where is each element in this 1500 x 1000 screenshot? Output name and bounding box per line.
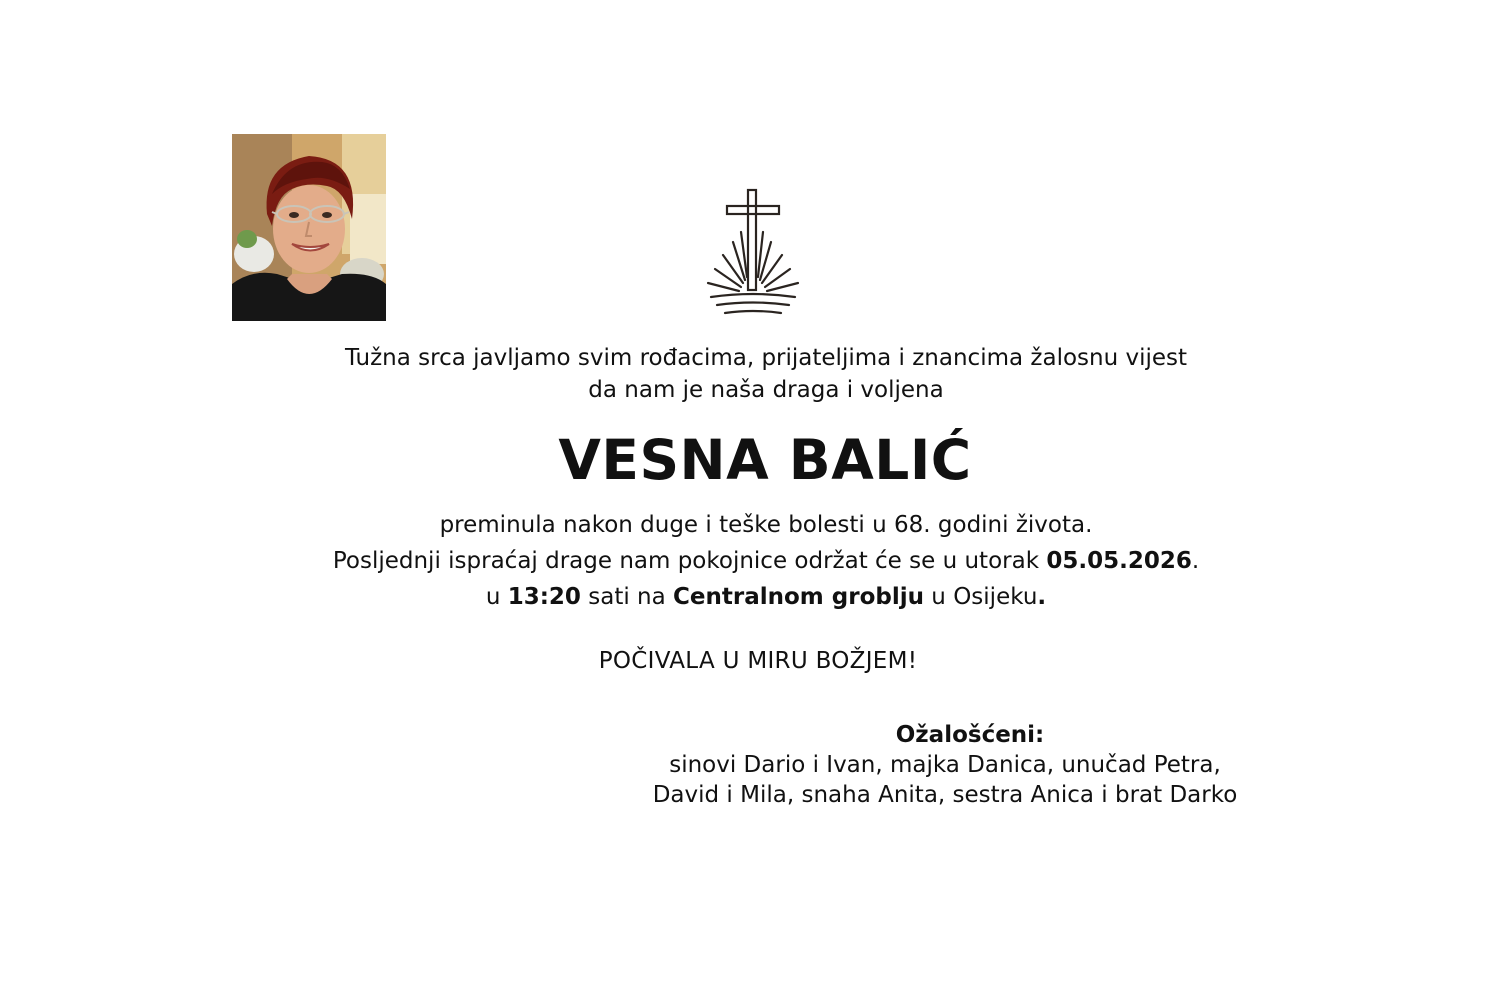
details-line-2-suffix: . bbox=[1191, 548, 1200, 574]
details-line-2 bbox=[16, 543, 1500, 579]
funeral-date: 05.05.2026 bbox=[1046, 548, 1192, 574]
funeral-place: Centralnom groblju bbox=[673, 584, 924, 610]
details-line-3 bbox=[16, 579, 1500, 615]
portrait-photo bbox=[232, 134, 386, 321]
details-line-3-end: . bbox=[1037, 584, 1047, 610]
announcement-intro bbox=[116, 342, 1416, 406]
rest-in-peace-text: POČIVALA U MIRU BOŽJEM! bbox=[598, 648, 918, 674]
deceased-name: VESNA BALIĆ bbox=[558, 428, 972, 492]
funeral-time: 13:20 bbox=[507, 584, 581, 610]
mourners-line-1: sinovi Dario i Ivan, majka Danica, unučad Petra, bbox=[669, 752, 1221, 778]
intro-line-1: Tužna srca javljamo svim rođacima, prijateljima i znancima žalosnu vijest bbox=[344, 345, 1188, 371]
emblem-graphic bbox=[703, 187, 803, 319]
details-line-3-middle: sati na bbox=[580, 584, 674, 610]
mourners-line-2: David i Mila, snaha Anita, sestra Anica i brat Darko bbox=[652, 782, 1238, 808]
details-line-2-prefix: Posljednji ispraćaj drage nam pokojnice održat će se u utorak bbox=[332, 548, 1047, 574]
mourners-heading: Ožalošćeni: bbox=[895, 722, 1045, 748]
details-line-3-suffix: u Osijeku bbox=[924, 584, 1038, 610]
cross-with-sunrays-icon bbox=[703, 187, 803, 319]
intro-line-2: da nam je naša draga i voljena bbox=[588, 377, 944, 403]
details-line-3-prefix: u bbox=[485, 584, 508, 610]
mourners-block bbox=[630, 720, 1260, 810]
portrait-image bbox=[232, 134, 386, 321]
funeral-details bbox=[16, 507, 1500, 615]
details-line-1: preminula nakon duge i teške bolesti u 68. godini života. bbox=[439, 512, 1093, 538]
